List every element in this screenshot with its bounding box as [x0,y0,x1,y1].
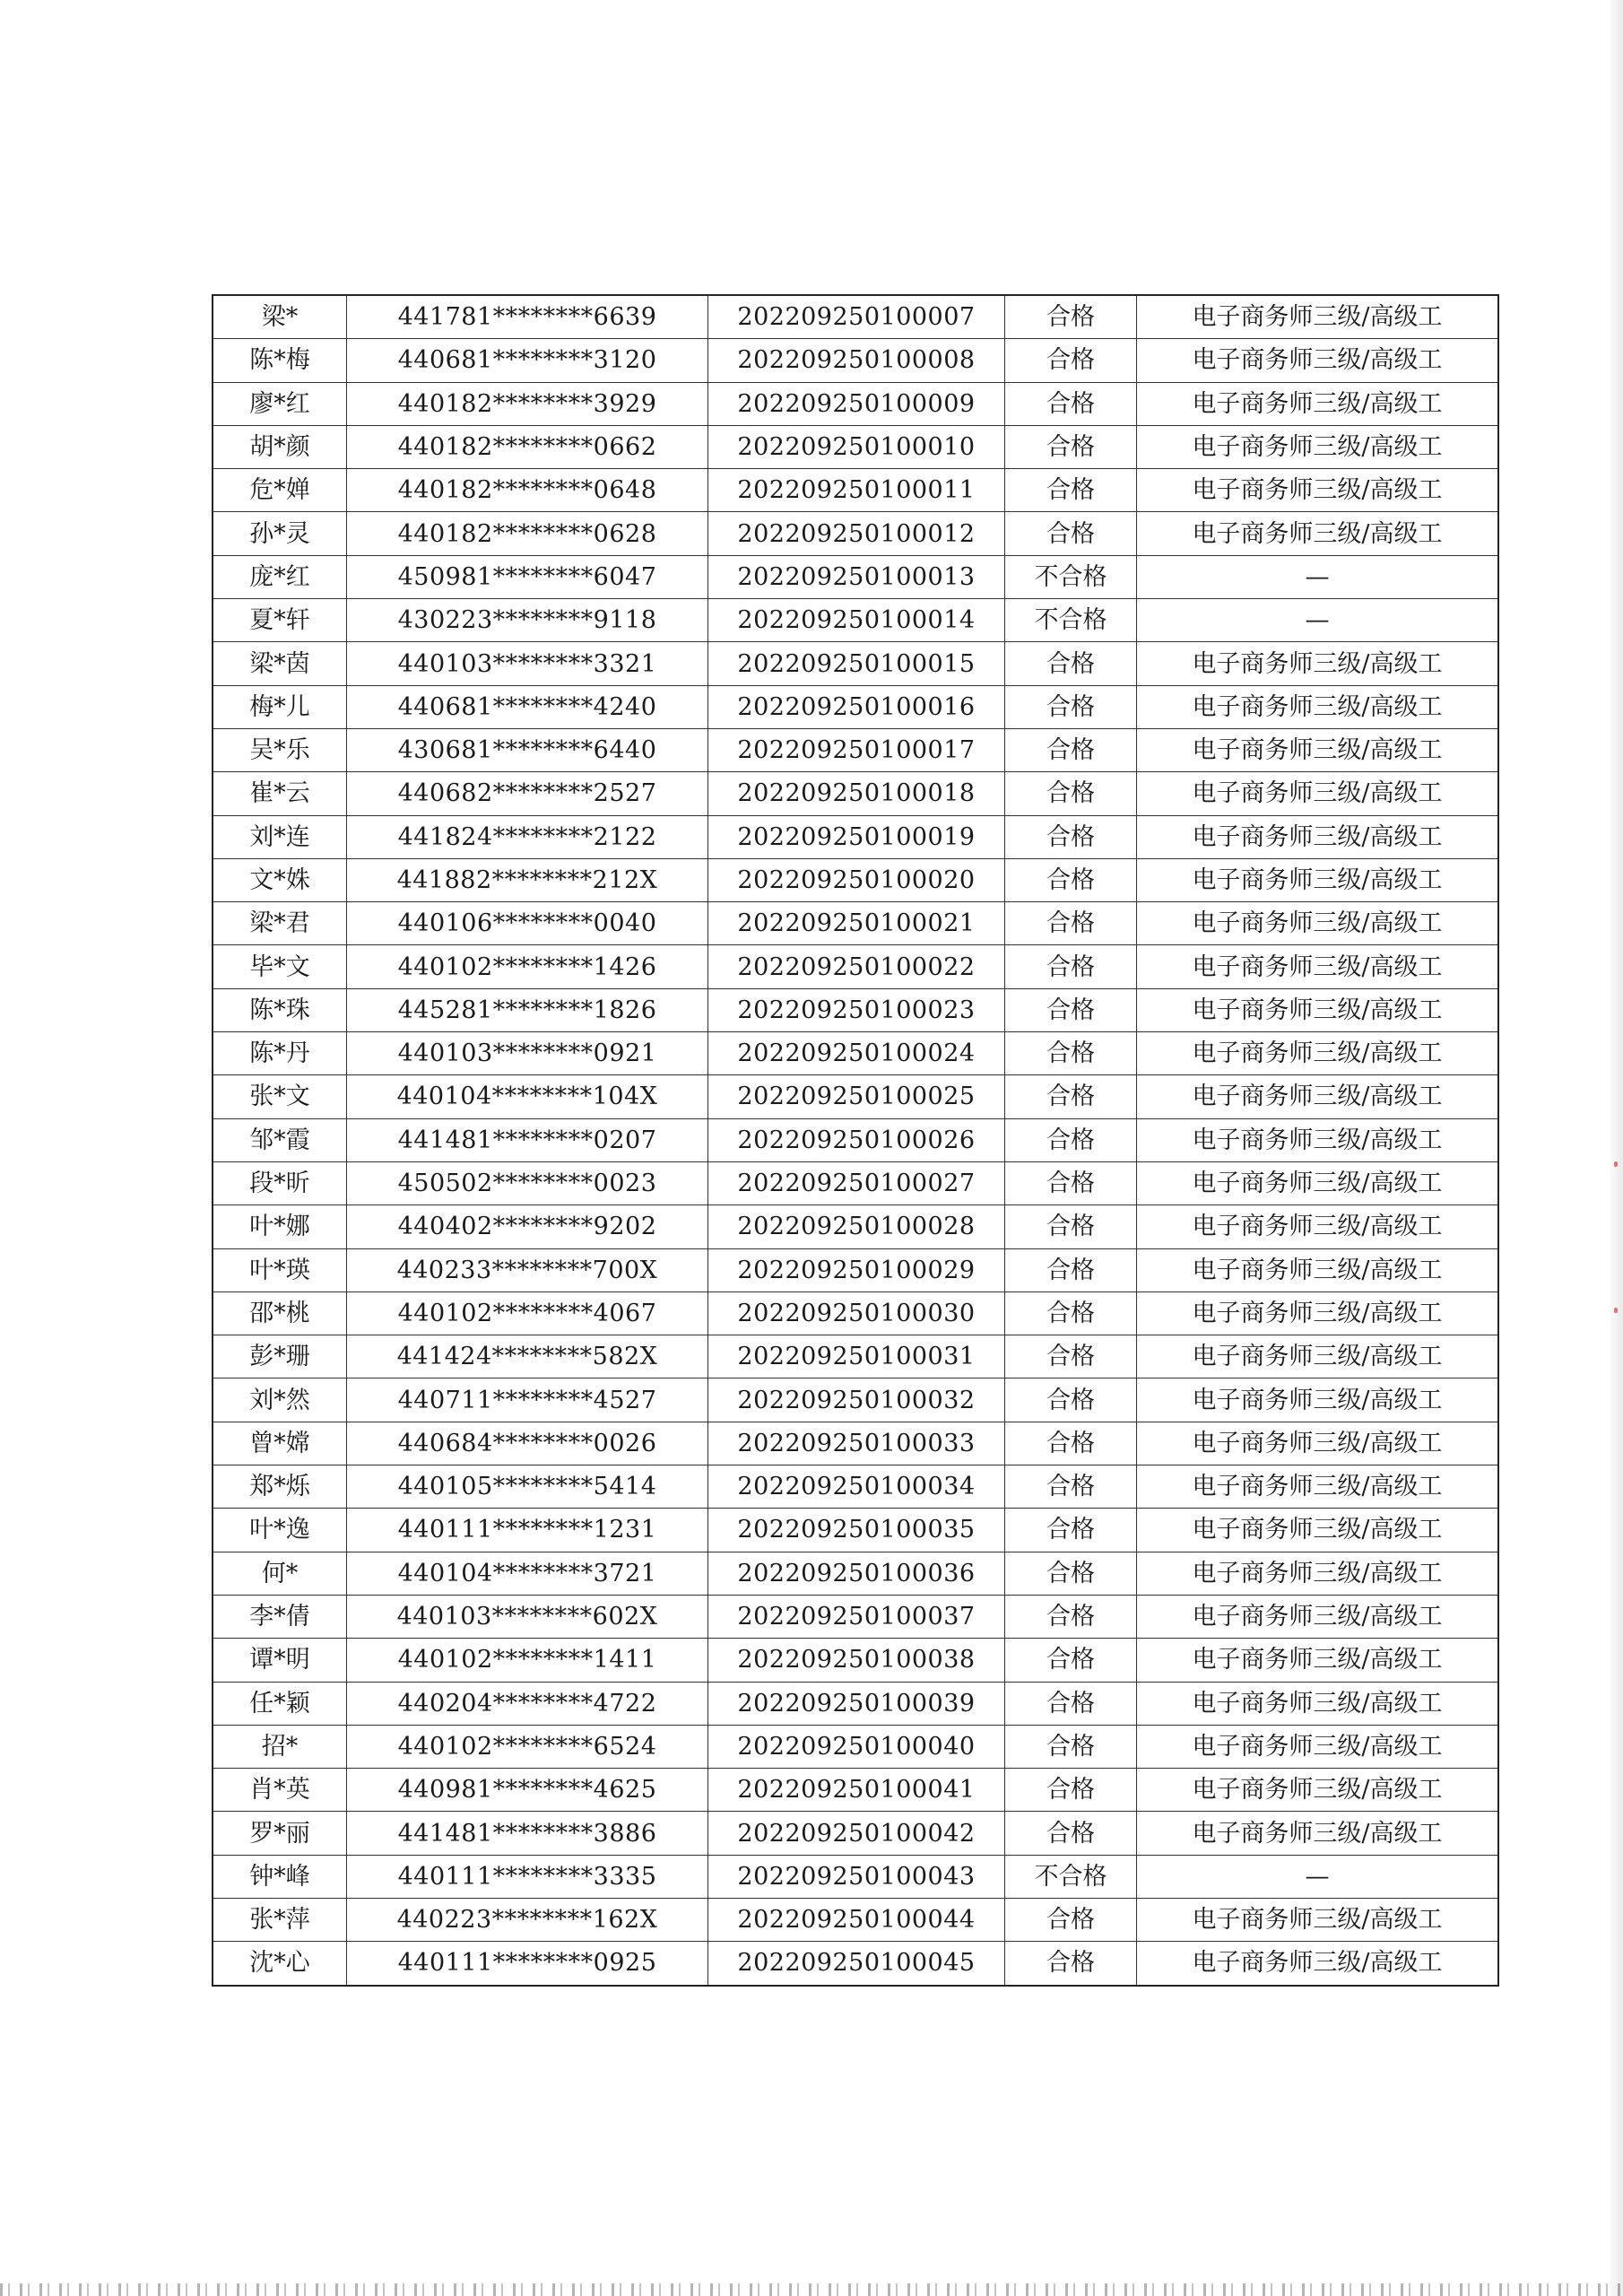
id-number-cell: 440102********1411 [347,1639,708,1682]
id-number-cell: 440402********9202 [347,1205,708,1248]
table-row [213,1292,1498,1335]
table-row [213,1422,1498,1465]
level-cell: 电子商务师三级/高级工 [1137,1595,1499,1638]
result-cell: 合格 [1005,1639,1137,1682]
table-row [213,1639,1498,1682]
result-cell: 合格 [1005,1942,1137,1986]
result-cell: 合格 [1005,1725,1137,1768]
name-cell: 肖*英 [213,1769,347,1812]
level-cell: — [1137,555,1499,598]
page-edge-shadow [1610,0,1623,2296]
result-cell: 合格 [1005,425,1137,468]
table-row [213,425,1498,468]
table-row [213,1118,1498,1161]
table-row [213,469,1498,512]
table-row [213,728,1498,771]
certificate-number-cell: 202209250100015 [708,642,1005,685]
name-cell: 庞*红 [213,555,347,598]
id-number-cell: 440681********3120 [347,339,708,382]
scan-mark [1614,1308,1618,1313]
table-row [213,1032,1498,1075]
level-cell: 电子商务师三级/高级工 [1137,295,1499,339]
level-cell: 电子商务师三级/高级工 [1137,858,1499,901]
name-cell: 毕*文 [213,945,347,988]
name-cell: 彭*珊 [213,1335,347,1378]
table-row [213,512,1498,555]
id-number-cell: 440684********0026 [347,1422,708,1465]
result-cell: 合格 [1005,1898,1137,1941]
result-cell: 合格 [1005,1075,1137,1118]
name-cell: 吴*乐 [213,728,347,771]
name-cell: 梁*茵 [213,642,347,685]
result-cell: 合格 [1005,642,1137,685]
id-number-cell: 440105********5414 [347,1465,708,1509]
name-cell: 文*姝 [213,858,347,901]
table-row [213,1769,1498,1812]
id-number-cell: 430223********9118 [347,599,708,642]
result-cell: 合格 [1005,295,1137,339]
result-cell: 合格 [1005,1509,1137,1552]
id-number-cell: 441882********212X [347,858,708,901]
certificate-number-cell: 202209250100033 [708,1422,1005,1465]
certificate-number-cell: 202209250100043 [708,1855,1005,1898]
level-cell: 电子商务师三级/高级工 [1137,1725,1499,1768]
id-number-cell: 441481********3886 [347,1812,708,1855]
result-cell: 合格 [1005,728,1137,771]
name-cell: 谭*明 [213,1639,347,1682]
name-cell: 夏*轩 [213,599,347,642]
certificate-number-cell: 202209250100042 [708,1812,1005,1855]
result-cell: 合格 [1005,382,1137,425]
certificate-number-cell: 202209250100038 [708,1639,1005,1682]
result-cell: 合格 [1005,815,1137,858]
id-number-cell: 440103********3321 [347,642,708,685]
level-cell: 电子商务师三级/高级工 [1137,425,1499,468]
certificate-number-cell: 202209250100010 [708,425,1005,468]
certificate-number-cell: 202209250100023 [708,988,1005,1031]
id-number-cell: 440111********1231 [347,1509,708,1552]
id-number-cell: 450502********0023 [347,1161,708,1205]
level-cell: 电子商务师三级/高级工 [1137,1465,1499,1509]
certificate-number-cell: 202209250100030 [708,1292,1005,1335]
id-number-cell: 450981********6047 [347,555,708,598]
level-cell: 电子商务师三级/高级工 [1137,339,1499,382]
certificate-number-cell: 202209250100017 [708,728,1005,771]
certificate-number-cell: 202209250100018 [708,772,1005,815]
id-number-cell: 440104********104X [347,1075,708,1118]
certificate-number-cell: 202209250100040 [708,1725,1005,1768]
level-cell: 电子商务师三级/高级工 [1137,512,1499,555]
level-cell: 电子商务师三级/高级工 [1137,1942,1499,1986]
certificate-number-cell: 202209250100029 [708,1248,1005,1292]
name-cell: 危*婵 [213,469,347,512]
id-number-cell: 440182********0628 [347,512,708,555]
result-cell: 不合格 [1005,1855,1137,1898]
certificate-number-cell: 202209250100014 [708,599,1005,642]
level-cell: — [1137,1855,1499,1898]
id-number-cell: 440981********4625 [347,1769,708,1812]
level-cell: 电子商务师三级/高级工 [1137,685,1499,728]
table-row [213,1205,1498,1248]
id-number-cell: 441781********6639 [347,295,708,339]
table-row [213,858,1498,901]
name-cell: 崔*云 [213,772,347,815]
result-cell: 合格 [1005,339,1137,382]
name-cell: 任*颖 [213,1682,347,1725]
certificate-number-cell: 202209250100012 [708,512,1005,555]
name-cell: 陈*梅 [213,339,347,382]
result-cell: 合格 [1005,772,1137,815]
id-number-cell: 440103********0921 [347,1032,708,1075]
certificate-number-cell: 202209250100013 [708,555,1005,598]
name-cell: 刘*然 [213,1378,347,1422]
id-number-cell: 441424********582X [347,1335,708,1378]
result-cell: 合格 [1005,1422,1137,1465]
name-cell: 廖*红 [213,382,347,425]
level-cell: 电子商务师三级/高级工 [1137,1509,1499,1552]
certificate-number-cell: 202209250100024 [708,1032,1005,1075]
id-number-cell: 440106********0040 [347,902,708,945]
level-cell: 电子商务师三级/高级工 [1137,1682,1499,1725]
result-cell: 合格 [1005,685,1137,728]
name-cell: 梁*君 [213,902,347,945]
id-number-cell: 440102********6524 [347,1725,708,1768]
certificate-number-cell: 202209250100016 [708,685,1005,728]
table-row [213,599,1498,642]
level-cell: 电子商务师三级/高级工 [1137,382,1499,425]
level-cell: 电子商务师三级/高级工 [1137,772,1499,815]
scan-bottom-noise [0,2283,1623,2296]
name-cell: 胡*颜 [213,425,347,468]
id-number-cell: 440711********4527 [347,1378,708,1422]
level-cell: 电子商务师三级/高级工 [1137,1812,1499,1855]
table-row [213,902,1498,945]
id-number-cell: 440182********3929 [347,382,708,425]
result-cell: 合格 [1005,512,1137,555]
id-number-cell: 440182********0648 [347,469,708,512]
name-cell: 张*文 [213,1075,347,1118]
result-cell: 合格 [1005,1205,1137,1248]
result-cell: 合格 [1005,1465,1137,1509]
name-cell: 邵*桃 [213,1292,347,1335]
certificate-number-cell: 202209250100022 [708,945,1005,988]
level-cell: 电子商务师三级/高级工 [1137,902,1499,945]
certificate-number-cell: 202209250100037 [708,1595,1005,1638]
name-cell: 钟*峰 [213,1855,347,1898]
result-cell: 合格 [1005,1161,1137,1205]
certificate-number-cell: 202209250100041 [708,1769,1005,1812]
table-row [213,685,1498,728]
id-number-cell: 441481********0207 [347,1118,708,1161]
id-number-cell: 440204********4722 [347,1682,708,1725]
certificate-number-cell: 202209250100019 [708,815,1005,858]
name-cell: 邹*霞 [213,1118,347,1161]
table-row [213,945,1498,988]
table-row [213,1552,1498,1595]
id-number-cell: 440103********602X [347,1595,708,1638]
certificate-number-cell: 202209250100036 [708,1552,1005,1595]
level-cell: 电子商务师三级/高级工 [1137,1248,1499,1292]
level-cell: 电子商务师三级/高级工 [1137,1032,1499,1075]
certificate-number-cell: 202209250100027 [708,1161,1005,1205]
name-cell: 叶*逸 [213,1509,347,1552]
name-cell: 叶*瑛 [213,1248,347,1292]
level-cell: 电子商务师三级/高级工 [1137,1898,1499,1941]
table-row [213,1378,1498,1422]
id-number-cell: 440182********0662 [347,425,708,468]
name-cell: 梅*儿 [213,685,347,728]
table-row [213,1898,1498,1941]
level-cell: 电子商务师三级/高级工 [1137,945,1499,988]
id-number-cell: 440682********2527 [347,772,708,815]
table-body [213,295,1498,1986]
table-row [213,1075,1498,1118]
level-cell: 电子商务师三级/高级工 [1137,1639,1499,1682]
level-cell: 电子商务师三级/高级工 [1137,469,1499,512]
id-number-cell: 440111********0925 [347,1942,708,1986]
table-row [213,1509,1498,1552]
result-cell: 合格 [1005,1595,1137,1638]
certificate-number-cell: 202209250100026 [708,1118,1005,1161]
id-number-cell: 430681********6440 [347,728,708,771]
level-cell: 电子商务师三级/高级工 [1137,1378,1499,1422]
certificate-number-cell: 202209250100045 [708,1942,1005,1986]
table-row [213,1725,1498,1768]
result-cell: 合格 [1005,469,1137,512]
certificate-number-cell: 202209250100034 [708,1465,1005,1509]
name-cell: 张*萍 [213,1898,347,1941]
table-row [213,1335,1498,1378]
result-cell: 合格 [1005,1335,1137,1378]
name-cell: 何* [213,1552,347,1595]
id-number-cell: 440233********700X [347,1248,708,1292]
name-cell: 罗*丽 [213,1812,347,1855]
result-cell: 合格 [1005,858,1137,901]
name-cell: 陈*珠 [213,988,347,1031]
name-cell: 孙*灵 [213,512,347,555]
level-cell: 电子商务师三级/高级工 [1137,988,1499,1031]
level-cell: 电子商务师三级/高级工 [1137,1769,1499,1812]
level-cell: 电子商务师三级/高级工 [1137,642,1499,685]
id-number-cell: 440102********1426 [347,945,708,988]
name-cell: 招* [213,1725,347,1768]
certificate-number-cell: 202209250100039 [708,1682,1005,1725]
id-number-cell: 445281********1826 [347,988,708,1031]
result-cell: 合格 [1005,1032,1137,1075]
certificate-number-cell: 202209250100007 [708,295,1005,339]
certificate-number-cell: 202209250100011 [708,469,1005,512]
id-number-cell: 440223********162X [347,1898,708,1941]
result-cell: 合格 [1005,1378,1137,1422]
table-row [213,1161,1498,1205]
table-row [213,1682,1498,1725]
table-row [213,555,1498,598]
level-cell: 电子商务师三级/高级工 [1137,728,1499,771]
certificate-number-cell: 202209250100009 [708,382,1005,425]
name-cell: 刘*连 [213,815,347,858]
result-cell: 不合格 [1005,555,1137,598]
id-number-cell: 441824********2122 [347,815,708,858]
table-row [213,1812,1498,1855]
table-row [213,988,1498,1031]
table-row [213,295,1498,339]
name-cell: 沈*心 [213,1942,347,1986]
result-cell: 合格 [1005,988,1137,1031]
table-row [213,1855,1498,1898]
table-row [213,339,1498,382]
level-cell: 电子商务师三级/高级工 [1137,815,1499,858]
certificate-number-cell: 202209250100044 [708,1898,1005,1941]
result-cell: 合格 [1005,1292,1137,1335]
level-cell: 电子商务师三级/高级工 [1137,1552,1499,1595]
level-cell: 电子商务师三级/高级工 [1137,1292,1499,1335]
id-number-cell: 440111********3335 [347,1855,708,1898]
table-row [213,1465,1498,1509]
name-cell: 曾*嫦 [213,1422,347,1465]
certificate-number-cell: 202209250100008 [708,339,1005,382]
name-cell: 陈*丹 [213,1032,347,1075]
result-cell: 合格 [1005,1552,1137,1595]
certificate-number-cell: 202209250100021 [708,902,1005,945]
certificate-number-cell: 202209250100020 [708,858,1005,901]
name-cell: 李*倩 [213,1595,347,1638]
table-row [213,1595,1498,1638]
exam-result-table [212,294,1499,1987]
result-cell: 合格 [1005,945,1137,988]
name-cell: 叶*娜 [213,1205,347,1248]
level-cell: 电子商务师三级/高级工 [1137,1161,1499,1205]
id-number-cell: 440104********3721 [347,1552,708,1595]
result-cell: 合格 [1005,1769,1137,1812]
id-number-cell: 440681********4240 [347,685,708,728]
table-row [213,772,1498,815]
result-cell: 合格 [1005,1248,1137,1292]
table-row [213,1942,1498,1986]
level-cell: 电子商务师三级/高级工 [1137,1205,1499,1248]
table-row [213,1248,1498,1292]
result-cell: 合格 [1005,902,1137,945]
level-cell: 电子商务师三级/高级工 [1137,1075,1499,1118]
certificate-number-cell: 202209250100031 [708,1335,1005,1378]
level-cell: 电子商务师三级/高级工 [1137,1335,1499,1378]
result-cell: 合格 [1005,1812,1137,1855]
name-cell: 段*昕 [213,1161,347,1205]
table-row [213,815,1498,858]
table-row [213,642,1498,685]
certificate-number-cell: 202209250100035 [708,1509,1005,1552]
name-cell: 郑*烁 [213,1465,347,1509]
id-number-cell: 440102********4067 [347,1292,708,1335]
result-cell: 合格 [1005,1118,1137,1161]
name-cell: 梁* [213,295,347,339]
certificate-number-cell: 202209250100025 [708,1075,1005,1118]
level-cell: 电子商务师三级/高级工 [1137,1118,1499,1161]
result-cell: 合格 [1005,1682,1137,1725]
level-cell: — [1137,599,1499,642]
table-row [213,382,1498,425]
certificate-number-cell: 202209250100028 [708,1205,1005,1248]
level-cell: 电子商务师三级/高级工 [1137,1422,1499,1465]
scan-mark [1614,1161,1618,1167]
result-cell: 不合格 [1005,599,1137,642]
certificate-number-cell: 202209250100032 [708,1378,1005,1422]
